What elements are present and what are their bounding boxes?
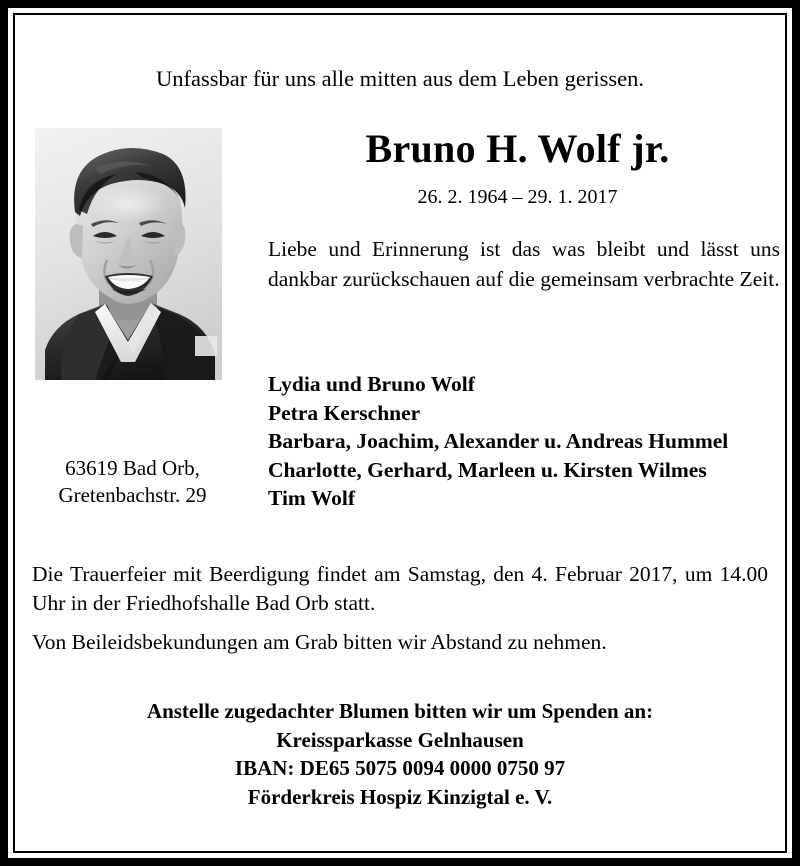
memorial-quote: Liebe und Erinnerung ist das was bleibt und lässt uns dankbar zurückschauen auf die gemeinsam verbrachte Zeit. bbox=[268, 237, 780, 291]
donations-beneficiary: Förderkreis Hospiz Kinzigtal e. V. bbox=[247, 784, 553, 809]
deceased-name: Bruno H. Wolf jr. bbox=[365, 126, 670, 171]
opening-line: Unfassbar für uns alle mitten aus dem Leben gerissen. bbox=[156, 66, 644, 91]
family-name-line: Tim Wolf bbox=[268, 486, 356, 510]
family-name-line: Lydia und Bruno Wolf bbox=[268, 372, 475, 396]
family-name-line: Barbara, Joachim, Alexander u. Andreas Hummel bbox=[268, 429, 729, 453]
service-paragraph-primary: Die Trauerfeier mit Beerdigung findet am Samstag, den 4. Februar 2017, um 14.00 Uhr in der Friedhofshalle Bad Orb statt. bbox=[32, 562, 768, 615]
portrait-photo bbox=[35, 128, 222, 380]
donations-iban: IBAN: DE65 5075 0094 0000 0750 97 bbox=[234, 756, 566, 780]
address-line-1: 63619 Bad Orb, bbox=[65, 456, 200, 480]
donations-intro: Anstelle zugedachter Blumen bitten wir um Spenden an: bbox=[146, 699, 654, 723]
notice-content bbox=[15, 15, 785, 851]
address-line-2: Gretenbachstr. 29 bbox=[58, 483, 207, 507]
service-details-block bbox=[32, 560, 768, 657]
family-names-list bbox=[268, 370, 785, 513]
deceased-dates: 26. 2. 1964 – 29. 1. 2017 bbox=[417, 186, 618, 208]
donations-bank: Kreissparkasse Gelnhausen bbox=[276, 727, 524, 752]
address-block bbox=[15, 455, 250, 509]
service-paragraph-secondary: Von Beileidsbekundungen am Grab bitten wir Abstand zu nehmen. bbox=[32, 630, 607, 654]
family-name-line: Charlotte, Gerhard, Marleen u. Kirsten Wilmes bbox=[268, 457, 707, 482]
family-name-line: Petra Kerschner bbox=[268, 400, 421, 425]
donations-block bbox=[15, 697, 785, 811]
